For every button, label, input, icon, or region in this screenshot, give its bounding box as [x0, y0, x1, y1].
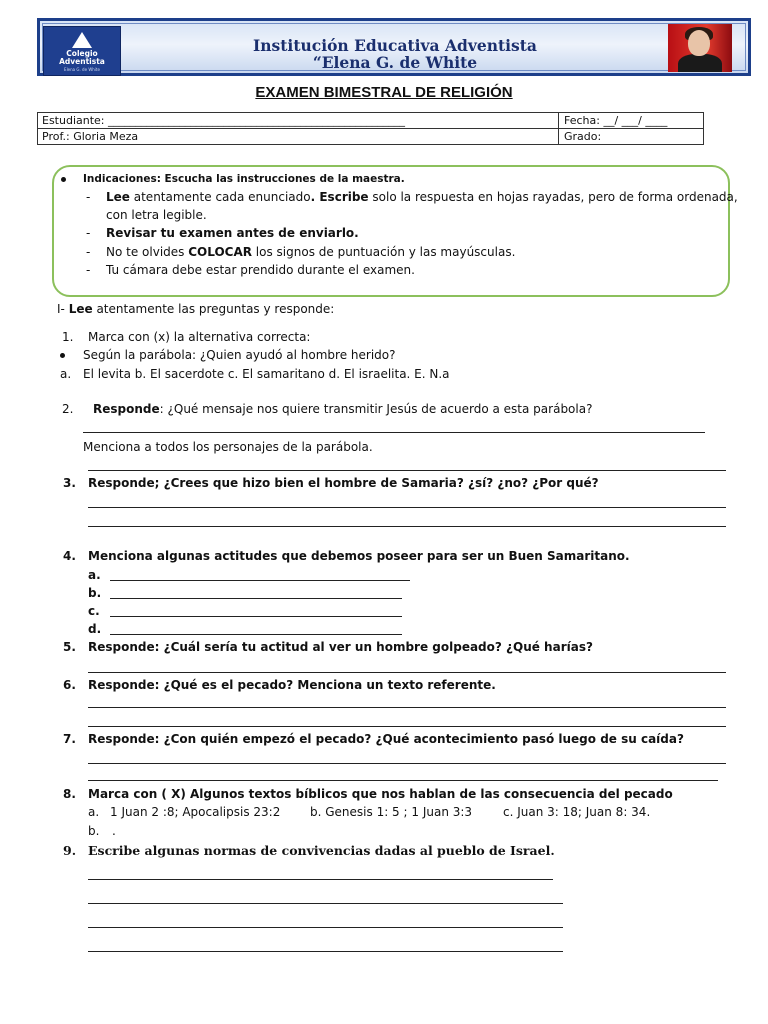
answer-line[interactable] [88, 951, 563, 952]
q1-option-label: a. [60, 367, 72, 381]
q8-text: Marca con ( X) Algunos textos bíblicos que nos hablan de las consecuencia del pecado [88, 787, 673, 801]
q6-number: 6. [63, 678, 76, 692]
teacher-field: Prof.: Gloria Meza [42, 130, 139, 143]
indication-item-1-cont: con letra legible. [106, 208, 207, 222]
q4-letter: c. [88, 604, 100, 618]
dash: - [86, 263, 91, 277]
indication-item-1: Lee atentamente cada enunciado. Escribe solo la respuesta en hojas rayadas, pero de forma ordenada, [106, 190, 738, 204]
section-1-heading: I- Lee atentamente las preguntas y responde: [57, 302, 335, 316]
q7-text: Responde: ¿Con quién empezó el pecado? ¿Qué acontecimiento pasó luego de su caída? [88, 732, 684, 746]
grade-field[interactable]: Grado: [564, 130, 602, 143]
bullet-icon [61, 177, 66, 182]
q5-text: Responde: ¿Cuál sería tu actitud al ver un hombre golpeado? ¿Qué harías? [88, 640, 593, 654]
logo-line2: Adventista [59, 57, 105, 66]
indications-heading: Indicaciones: Escucha las instrucciones de la maestra. [83, 173, 405, 185]
logo-line3: Elena G. de White [64, 67, 100, 72]
student-field[interactable]: Estudiante: ______________________________________________________ [42, 114, 405, 127]
answer-line[interactable] [88, 763, 726, 764]
logo-mark-icon [72, 32, 92, 48]
q8-option-a[interactable]: 1 Juan 2 :8; Apocalipsis 23:2 [110, 805, 281, 819]
logo-line1: Colegio [66, 49, 98, 58]
q2-text: Responde: ¿Qué mensaje nos quiere transmitir Jesús de acuerdo a esta parábola? [93, 402, 593, 416]
indication-item-4: Tu cámara debe estar prendido durante el examen. [106, 263, 415, 277]
answer-line[interactable] [83, 432, 705, 433]
school-logo [43, 26, 121, 76]
q8-b2-label: b. [88, 824, 100, 838]
answer-line[interactable] [88, 526, 726, 527]
dash: - [86, 226, 91, 240]
answer-line[interactable] [88, 507, 726, 508]
answer-line[interactable] [110, 634, 402, 635]
portrait-image [668, 24, 732, 72]
answer-line[interactable] [110, 616, 402, 617]
q8-option-b[interactable]: b. Genesis 1: 5 ; 1 Juan 3:3 [310, 805, 473, 819]
q8-a-label: a. [88, 805, 100, 819]
q4-letter: a. [88, 568, 101, 582]
institution-name: Institución Educativa Adventista [253, 36, 537, 55]
answer-line[interactable] [88, 470, 726, 471]
student-info-table [37, 112, 704, 145]
exam-title: EXAMEN BIMESTRAL DE RELIGIÓN [255, 84, 513, 101]
dash: - [86, 245, 91, 259]
q8-option-c[interactable]: c. Juan 3: 18; Juan 8: 34. [503, 805, 651, 819]
dash: - [86, 190, 91, 204]
answer-line[interactable] [88, 707, 726, 708]
q8-number: 8. [63, 787, 76, 801]
q4-number: 4. [63, 549, 76, 563]
q1-options[interactable]: El levita b. El sacerdote c. El samaritano d. El israelita. E. N.a [83, 367, 450, 381]
q6-text: Responde: ¿Qué es el pecado? Menciona un texto referente. [88, 678, 496, 692]
q8-b2: . [112, 824, 116, 838]
q3-text: Responde; ¿Crees que hizo bien el hombre de Samaria? ¿sí? ¿no? ¿Por qué? [88, 476, 599, 490]
answer-line[interactable] [88, 780, 718, 781]
answer-line[interactable] [88, 726, 726, 727]
q1-number: 1. [62, 330, 74, 344]
indication-item-3: No te olvides COLOCAR los signos de puntuación y las mayúsculas. [106, 245, 516, 259]
bullet-icon [60, 353, 65, 358]
q9-number: 9. [63, 843, 77, 858]
answer-line[interactable] [88, 879, 553, 880]
answer-line[interactable] [88, 903, 563, 904]
q3-number: 3. [63, 476, 76, 490]
q1-sub: Según la parábola: ¿Quien ayudó al hombre herido? [83, 348, 396, 362]
q4-letter: b. [88, 586, 102, 600]
q4-letter: d. [88, 622, 102, 636]
q5-number: 5. [63, 640, 76, 654]
q2-number: 2. [62, 402, 74, 416]
date-field[interactable]: Fecha: __/ ___/ ____ [564, 114, 668, 127]
indication-item-2: Revisar tu examen antes de enviarlo. [106, 226, 359, 240]
answer-line[interactable] [88, 672, 726, 673]
q9-text: Escribe algunas normas de convivencias dadas al pueblo de Israel. [88, 843, 555, 858]
answer-line[interactable] [88, 927, 563, 928]
answer-line[interactable] [110, 598, 402, 599]
answer-line[interactable] [110, 580, 410, 581]
institution-subname: “Elena G. de White [312, 53, 478, 72]
q2-sub: Menciona a todos los personajes de la parábola. [83, 440, 373, 454]
q4-text: Menciona algunas actitudes que debemos poseer para ser un Buen Samaritano. [88, 549, 630, 563]
q1-text: Marca con (x) la alternativa correcta: [88, 330, 311, 344]
q7-number: 7. [63, 732, 76, 746]
